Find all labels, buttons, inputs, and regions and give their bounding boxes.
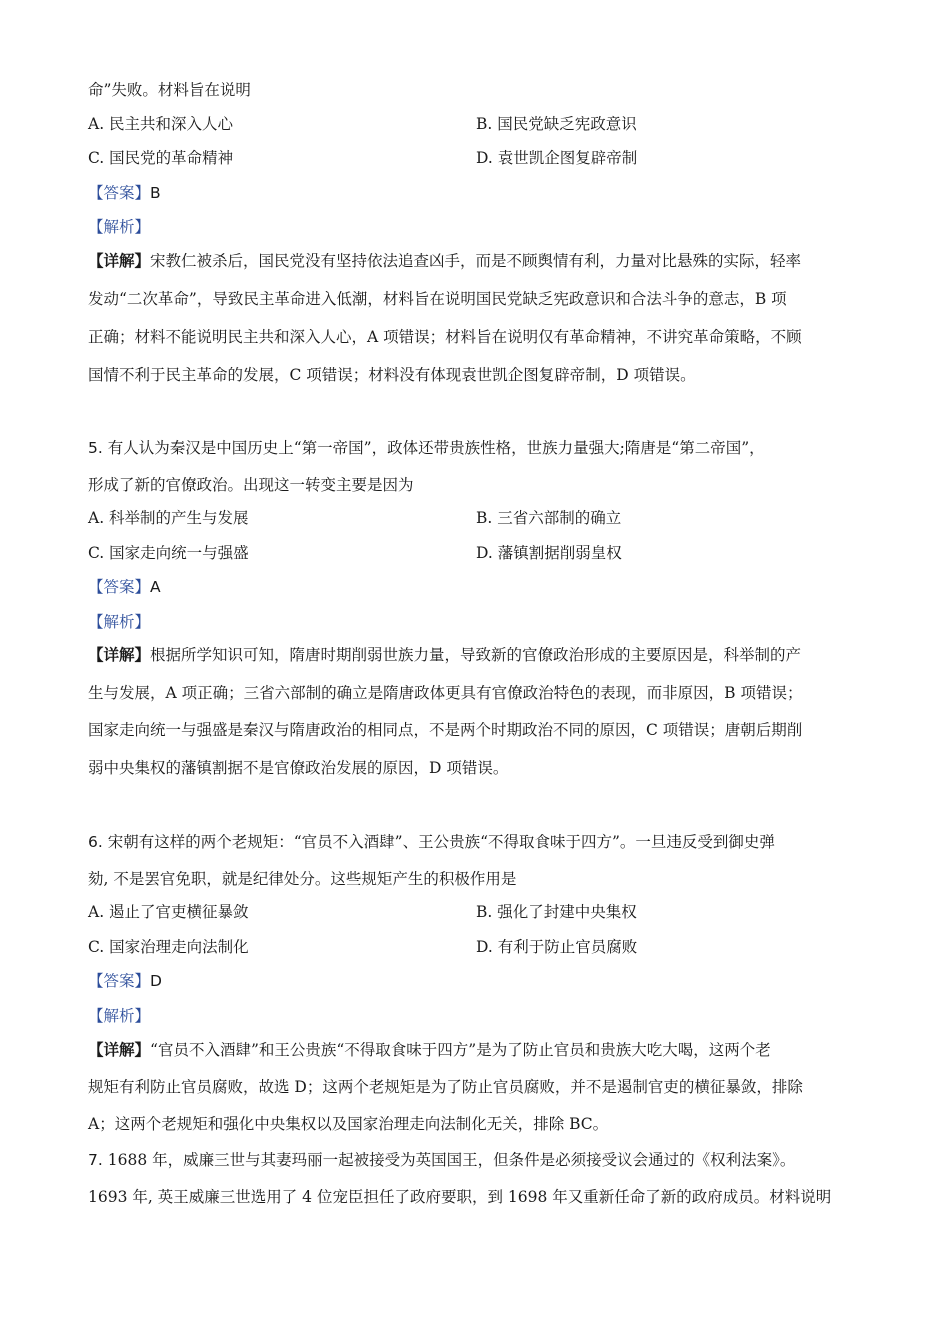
q5-option-b: B. 三省六部制的确立 (476, 509, 622, 527)
q6-option-a: A. 遏止了官吏横征暴敛 (88, 903, 249, 921)
q5-answer-tag: 【答案】 (88, 578, 151, 596)
q6-detail-line-1 (88, 1040, 771, 1060)
q4-detail-line-2: 发动“二次革命”，导致民主革命进入低潮，材料旨在说明国民党缺乏宪政意识和合法斗争的意志，B 项 (88, 290, 787, 308)
q7-stem-line-1 (88, 1150, 795, 1170)
q5-stem-line-2: 形成了新的官僚政治。出现这一转变主要是因为 (88, 476, 414, 494)
q4-analysis-tag: 【解析】 (88, 218, 151, 236)
q4-detail-text-1: 宋教仁被杀后，国民党没有坚持依法追查凶手，而是不顾舆情有利，力量对比悬殊的实际，轻率 (150, 252, 802, 270)
q6-analysis-tag: 【解析】 (88, 1007, 151, 1025)
q4-answer (88, 183, 161, 203)
q6-answer-tag: 【答案】 (88, 972, 151, 990)
q4-detail-line-1 (88, 251, 801, 271)
q4-answer-tag: 【答案】 (88, 184, 151, 202)
q5-detail-line-3: 国家走向统一与强盛是秦汉与隋唐政治的相同点，不是两个时期政治不同的原因，C 项错误；唐朝后期削 (88, 721, 803, 739)
q7-number: 7. (88, 1151, 103, 1169)
q6-number: 6. (88, 833, 103, 851)
q6-option-b: B. 强化了封建中央集权 (476, 903, 637, 921)
q6-answer-value: D (150, 972, 162, 990)
q4-option-a: A. 民主共和深入人心 (88, 115, 234, 133)
q5-option-a: A. 科举制的产生与发展 (88, 509, 249, 527)
q5-option-c: C. 国家走向统一与强盛 (88, 544, 249, 562)
q5-detail-text-1: 根据所学知识可知，隋唐时期削弱世族力量，导致新的官僚政治形成的主要原因是，科举制的产 (150, 646, 802, 664)
q6-option-d: D. 有利于防止官员腐败 (476, 938, 638, 956)
q7-stem-line-2: 1693 年, 英王威廉三世选用了 4 位宠臣担任了政府要职，到 1698 年又重新任命了新的政府成员。材料说明 (88, 1188, 832, 1206)
q4-stem-tail: 命”失败。材料旨在说明 (88, 81, 251, 99)
q6-stem-line-2: 劾, 不是罢官免职，就是纪律处分。这些规矩产生的积极作用是 (88, 870, 517, 888)
q5-stem-text-1: 有人认为秦汉是中国历史上“第一帝国”，政体还带贵族性格，世族力量强大;隋唐是“第二帝国”， (107, 439, 765, 457)
q4-answer-value: B (150, 184, 161, 202)
q6-detail-tag: 【详解】 (88, 1040, 151, 1059)
q4-option-d: D. 袁世凯企图复辟帝制 (476, 149, 638, 167)
q4-option-c: C. 国民党的革命精神 (88, 149, 234, 167)
q6-option-c: C. 国家治理走向法制化 (88, 938, 249, 956)
q5-detail-line-4: 弱中央集权的藩镇割据不是官僚政治发展的原因，D 项错误。 (88, 759, 509, 777)
q5-number: 5. (88, 439, 103, 457)
q7-stem-text-1: 1688 年，威廉三世与其妻玛丽一起被接受为英国国王，但条件是必须接受议会通过的《权利法案》。 (107, 1151, 796, 1169)
q6-stem-line-1 (88, 832, 775, 852)
q5-detail-tag: 【详解】 (88, 645, 151, 664)
q6-detail-line-3: A；这两个老规矩和强化中央集权以及国家治理走向法制化无关，排除 BC。 (88, 1115, 609, 1133)
q4-detail-line-3: 正确；材料不能说明民主共和深入人心，A 项错误；材料旨在说明仅有革命精神，不讲究革命策略，不顾 (88, 328, 802, 346)
q6-stem-text-1: 宋朝有这样的两个老规矩：“官员不入酒肆”、王公贵族“不得取食味于四方”。一旦违反受到御史弹 (107, 833, 775, 851)
q4-option-b: B. 国民党缺乏宪政意识 (476, 115, 637, 133)
q5-analysis-tag: 【解析】 (88, 613, 151, 631)
q5-option-d: D. 藩镇割据削弱皇权 (476, 544, 622, 562)
q5-detail-line-2: 生与发展，A 项正确；三省六部制的确立是隋唐政体更具有官僚政治特色的表现，而非原因，B 项错误； (88, 684, 803, 702)
q4-detail-tag: 【详解】 (88, 251, 151, 270)
q4-detail-line-4: 国情不利于民主革命的发展，C 项错误；材料没有体现袁世凯企图复辟帝制，D 项错误。 (88, 366, 696, 384)
q6-detail-line-2: 规矩有利防止官员腐败，故选 D；这两个老规矩是为了防止官员腐败，并不是遏制官吏的横征暴敛，排除 (88, 1078, 803, 1096)
q6-detail-text-1: “官员不入酒肆”和王公贵族“不得取食味于四方”是为了防止官员和贵族大吃大喝，这两个老 (150, 1041, 771, 1059)
q5-answer-value: A (150, 578, 161, 596)
q5-answer (88, 577, 161, 597)
q5-detail-line-1 (88, 645, 801, 665)
q6-answer (88, 971, 162, 991)
q5-stem-line-1 (88, 438, 765, 458)
